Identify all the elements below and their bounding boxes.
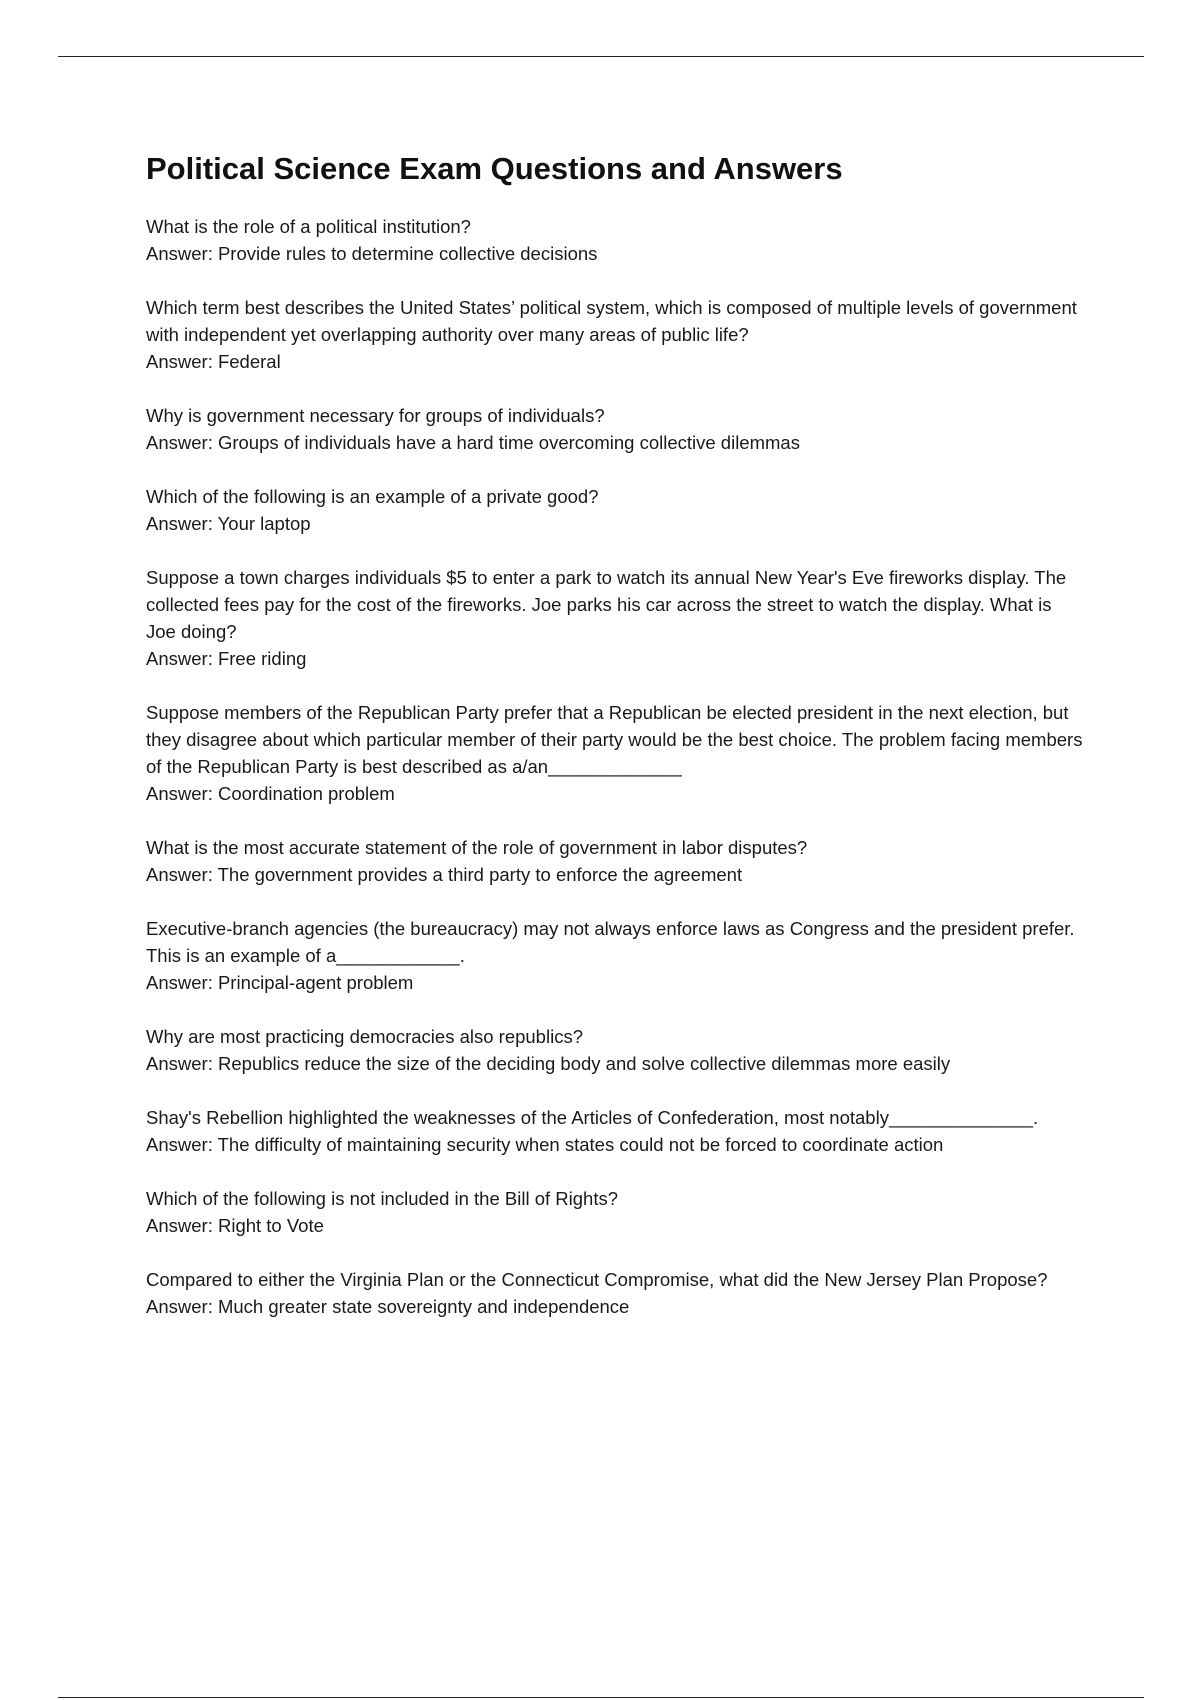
question-text: Which of the following is an example of a private good? [146, 486, 599, 507]
document-body [146, 147, 1086, 1347]
question-text: Suppose members of the Republican Party prefer that a Republican be elected president in the next election, but they disagree about which particular member of their party would be the best choice. The problem facing members of the Republican Party is best described as a/an_____________ [146, 702, 1083, 777]
answer-text: Answer: The government provides a third party to enforce the agreement [146, 864, 743, 885]
qa-item [146, 213, 1086, 267]
qa-item [146, 294, 1086, 375]
qa-item [146, 915, 1086, 996]
answer-text: Answer: Your laptop [146, 513, 311, 534]
question-text: Suppose a town charges individuals $5 to enter a park to watch its annual New Year's Eve fireworks display. The collected fees pay for the cost of the fireworks. Joe parks his car across the street to watch the display. What is Joe doing? [146, 567, 1067, 642]
answer-text: Answer: Groups of individuals have a hard time overcoming collective dilemmas [146, 432, 800, 453]
answer-text: Answer: Right to Vote [146, 1215, 324, 1236]
top-divider [58, 56, 1144, 57]
qa-item [146, 1104, 1086, 1158]
question-text: What is the role of a political institution? [146, 216, 471, 237]
qa-item [146, 1023, 1086, 1077]
answer-text: Answer: Republics reduce the size of the deciding body and solve collective dilemmas more easily [146, 1053, 951, 1074]
qa-item [146, 402, 1086, 456]
qa-item [146, 1185, 1086, 1239]
answer-text: Answer: Provide rules to determine collective decisions [146, 243, 598, 264]
answer-text: Answer: Much greater state sovereignty and independence [146, 1296, 630, 1317]
qa-item [146, 699, 1086, 807]
question-text: Compared to either the Virginia Plan or the Connecticut Compromise, what did the New Jersey Plan Propose? [146, 1269, 1048, 1290]
qa-list [146, 213, 1086, 1320]
qa-item [146, 1266, 1086, 1320]
answer-text: Answer: Coordination problem [146, 783, 395, 804]
question-text: Why is government necessary for groups of individuals? [146, 405, 605, 426]
answer-text: Answer: Federal [146, 351, 281, 372]
question-text: Why are most practicing democracies also republics? [146, 1026, 583, 1047]
question-text: Which of the following is not included in the Bill of Rights? [146, 1188, 619, 1209]
qa-item [146, 564, 1086, 672]
question-text: Shay's Rebellion highlighted the weaknesses of the Articles of Confederation, most notably______________. [146, 1107, 1039, 1128]
qa-item [146, 483, 1086, 537]
answer-text: Answer: Principal-agent problem [146, 972, 414, 993]
answer-text: Answer: The difficulty of maintaining security when states could not be forced to coordinate action [146, 1134, 944, 1155]
bottom-divider [58, 1697, 1144, 1698]
answer-text: Answer: Free riding [146, 648, 307, 669]
qa-item [146, 834, 1086, 888]
question-text: Executive-branch agencies (the bureaucracy) may not always enforce laws as Congress and the president prefer. This is an example of a____________. [146, 918, 1075, 966]
document-title: Political Science Exam Questions and Answers [146, 151, 843, 186]
question-text: What is the most accurate statement of the role of government in labor disputes? [146, 837, 808, 858]
question-text: Which term best describes the United States’ political system, which is composed of multiple levels of government with independent yet overlapping authority over many areas of public life? [146, 297, 1077, 345]
